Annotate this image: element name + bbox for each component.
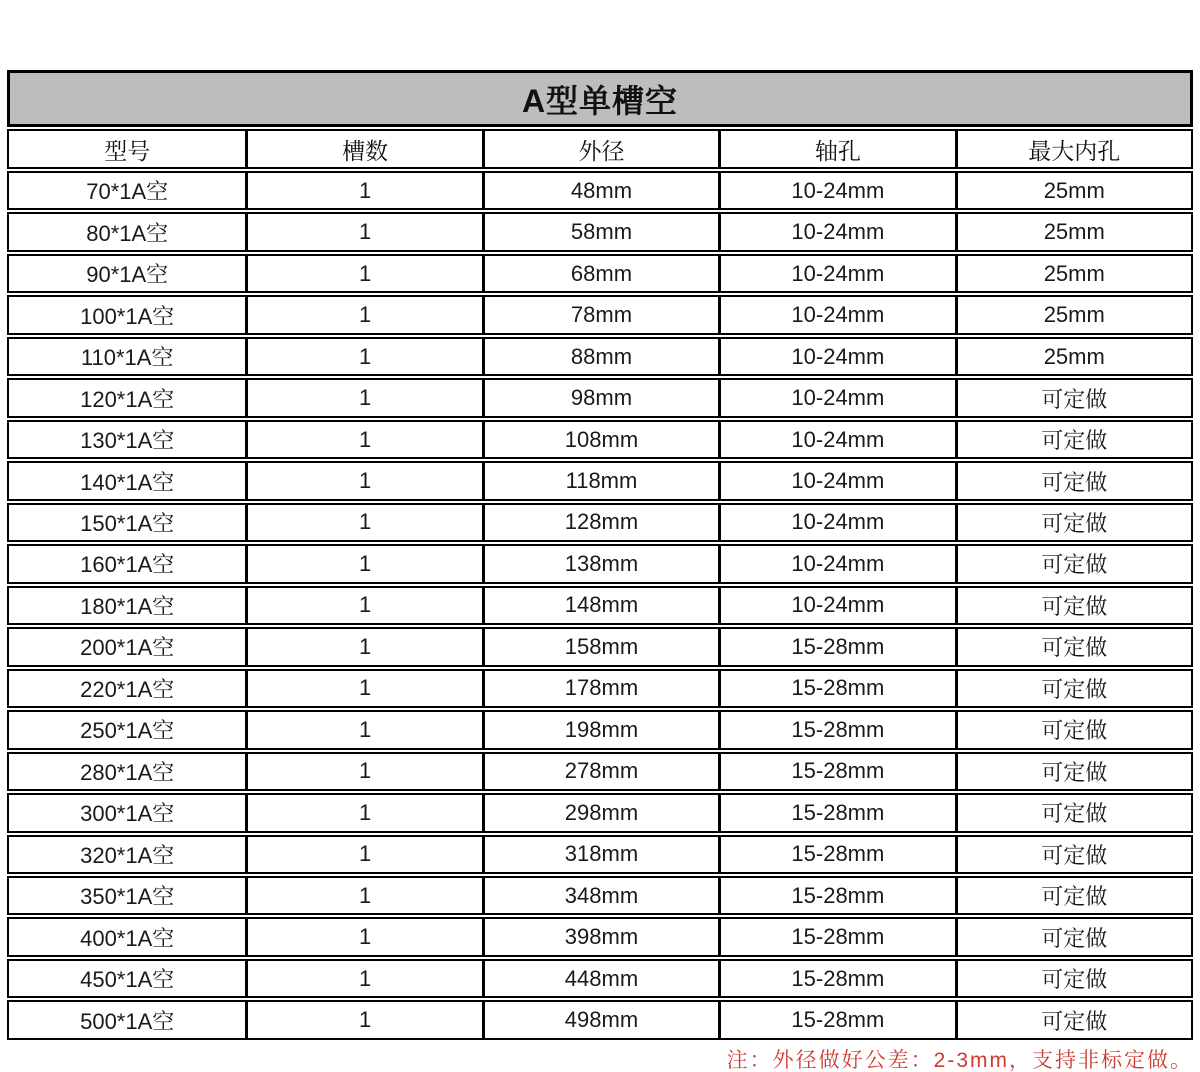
cell-model: 280*1A空 xyxy=(80,759,175,785)
cell-shaft-hole: 10-24mm xyxy=(718,505,954,540)
cell-max-bore: 25mm xyxy=(955,214,1191,249)
cell-slot-count: 1 xyxy=(245,1002,481,1037)
cell-slot-count: 1 xyxy=(245,919,481,954)
table-title-row xyxy=(7,70,1193,127)
cell-max-bore: 可定做 xyxy=(955,380,1191,415)
cell-outer-diameter: 68mm xyxy=(482,256,718,291)
cell-max-bore: 可定做 xyxy=(955,712,1191,747)
cell-shaft-hole: 10-24mm xyxy=(718,173,954,208)
cell-shaft-hole: 10-24mm xyxy=(718,380,954,415)
table-row xyxy=(7,212,1193,251)
table-row xyxy=(7,503,1193,542)
table-row xyxy=(7,461,1193,500)
cell-shaft-hole: 15-28mm xyxy=(718,629,954,664)
cell-slot-count: 1 xyxy=(245,671,481,706)
table-row xyxy=(7,1000,1193,1039)
cell-model: 500*1A空 xyxy=(80,1008,175,1034)
cell-model: 150*1A空 xyxy=(80,510,175,536)
cell-outer-diameter: 318mm xyxy=(482,837,718,872)
cell-slot-count: 1 xyxy=(245,463,481,498)
spec-table xyxy=(7,70,1193,1040)
cell-slot-count: 1 xyxy=(245,629,481,664)
cell-slot-count: 1 xyxy=(245,837,481,872)
cell-outer-diameter: 398mm xyxy=(482,919,718,954)
table-row xyxy=(7,669,1193,708)
cell-outer-diameter: 148mm xyxy=(482,588,718,623)
cell-max-bore: 可定做 xyxy=(955,754,1191,789)
table-row xyxy=(7,295,1193,334)
cell-shaft-hole: 15-28mm xyxy=(718,961,954,996)
cell-model: 70*1A空 xyxy=(86,179,169,205)
table-row xyxy=(7,710,1193,749)
cell-shaft-hole: 15-28mm xyxy=(718,712,954,747)
cell-outer-diameter: 118mm xyxy=(482,463,718,498)
cell-shaft-hole: 10-24mm xyxy=(718,214,954,249)
cell-slot-count: 1 xyxy=(245,173,481,208)
table-row xyxy=(7,959,1193,998)
table-row xyxy=(7,171,1193,210)
cell-slot-count: 1 xyxy=(245,505,481,540)
cell-outer-diameter: 298mm xyxy=(482,795,718,830)
cell-slot-count: 1 xyxy=(245,297,481,332)
cell-outer-diameter: 158mm xyxy=(482,629,718,664)
cell-slot-count: 1 xyxy=(245,422,481,457)
cell-slot-count: 1 xyxy=(245,712,481,747)
cell-outer-diameter: 108mm xyxy=(482,422,718,457)
cell-model: 200*1A空 xyxy=(80,635,175,661)
cell-model: 400*1A空 xyxy=(80,925,175,951)
cell-max-bore: 可定做 xyxy=(955,837,1191,872)
cell-outer-diameter: 448mm xyxy=(482,961,718,996)
column-header-outer-diameter: 外径 xyxy=(482,131,718,167)
cell-slot-count: 1 xyxy=(245,961,481,996)
cell-model: 320*1A空 xyxy=(80,842,175,868)
column-header-model: 型号 xyxy=(104,137,151,164)
cell-max-bore: 可定做 xyxy=(955,878,1191,913)
cell-shaft-hole: 10-24mm xyxy=(718,588,954,623)
table-row xyxy=(7,917,1193,956)
cell-max-bore: 可定做 xyxy=(955,671,1191,706)
cell-shaft-hole: 15-28mm xyxy=(718,754,954,789)
cell-max-bore: 可定做 xyxy=(955,546,1191,581)
cell-shaft-hole: 10-24mm xyxy=(718,339,954,374)
cell-shaft-hole: 10-24mm xyxy=(718,256,954,291)
cell-slot-count: 1 xyxy=(245,339,481,374)
cell-outer-diameter: 498mm xyxy=(482,1002,718,1037)
cell-outer-diameter: 348mm xyxy=(482,878,718,913)
cell-shaft-hole: 15-28mm xyxy=(718,919,954,954)
cell-max-bore: 可定做 xyxy=(955,629,1191,664)
cell-slot-count: 1 xyxy=(245,380,481,415)
table-row xyxy=(7,586,1193,625)
cell-max-bore: 25mm xyxy=(955,339,1191,374)
cell-shaft-hole: 15-28mm xyxy=(718,878,954,913)
cell-model: 250*1A空 xyxy=(80,718,175,744)
table-row xyxy=(7,752,1193,791)
cell-slot-count: 1 xyxy=(245,795,481,830)
cell-max-bore: 可定做 xyxy=(955,919,1191,954)
table-row xyxy=(7,835,1193,874)
cell-outer-diameter: 58mm xyxy=(482,214,718,249)
table-row xyxy=(7,876,1193,915)
cell-model: 100*1A空 xyxy=(80,303,175,329)
cell-max-bore: 可定做 xyxy=(955,463,1191,498)
cell-outer-diameter: 128mm xyxy=(482,505,718,540)
cell-max-bore: 可定做 xyxy=(955,422,1191,457)
cell-outer-diameter: 78mm xyxy=(482,297,718,332)
cell-shaft-hole: 15-28mm xyxy=(718,795,954,830)
cell-max-bore: 可定做 xyxy=(955,505,1191,540)
cell-model: 220*1A空 xyxy=(80,676,175,702)
cell-slot-count: 1 xyxy=(245,256,481,291)
cell-max-bore: 25mm xyxy=(955,297,1191,332)
cell-shaft-hole: 10-24mm xyxy=(718,422,954,457)
cell-outer-diameter: 98mm xyxy=(482,380,718,415)
cell-model: 140*1A空 xyxy=(80,469,175,495)
cell-outer-diameter: 198mm xyxy=(482,712,718,747)
cell-shaft-hole: 10-24mm xyxy=(718,297,954,332)
cell-slot-count: 1 xyxy=(245,546,481,581)
cell-max-bore: 可定做 xyxy=(955,588,1191,623)
cell-max-bore: 25mm xyxy=(955,173,1191,208)
table-row xyxy=(7,544,1193,583)
table-row xyxy=(7,627,1193,666)
table-row xyxy=(7,378,1193,417)
cell-model: 350*1A空 xyxy=(80,884,175,910)
cell-model: 130*1A空 xyxy=(80,428,175,454)
cell-max-bore: 可定做 xyxy=(955,1002,1191,1037)
table-row xyxy=(7,793,1193,832)
table-header-row xyxy=(7,129,1193,169)
cell-model: 90*1A空 xyxy=(86,262,169,288)
cell-slot-count: 1 xyxy=(245,754,481,789)
cell-model: 450*1A空 xyxy=(80,967,175,993)
cell-model: 120*1A空 xyxy=(80,386,175,412)
table-title: A型单槽空 xyxy=(521,82,679,119)
footer-note: 注：外径做好公差：2-3mm，支持非标定做。 xyxy=(726,1049,1193,1072)
cell-model: 180*1A空 xyxy=(80,593,175,619)
cell-outer-diameter: 48mm xyxy=(482,173,718,208)
cell-slot-count: 1 xyxy=(245,214,481,249)
cell-slot-count: 1 xyxy=(245,588,481,623)
cell-outer-diameter: 88mm xyxy=(482,339,718,374)
cell-shaft-hole: 15-28mm xyxy=(718,1002,954,1037)
cell-shaft-hole: 15-28mm xyxy=(718,671,954,706)
cell-slot-count: 1 xyxy=(245,878,481,913)
cell-max-bore: 可定做 xyxy=(955,795,1191,830)
cell-max-bore: 可定做 xyxy=(955,961,1191,996)
column-header-max-bore: 最大内孔 xyxy=(955,131,1191,167)
cell-outer-diameter: 138mm xyxy=(482,546,718,581)
cell-outer-diameter: 278mm xyxy=(482,754,718,789)
table-row xyxy=(7,420,1193,459)
cell-shaft-hole: 15-28mm xyxy=(718,837,954,872)
cell-model: 110*1A空 xyxy=(80,345,174,371)
cell-max-bore: 25mm xyxy=(955,256,1191,291)
cell-shaft-hole: 10-24mm xyxy=(718,463,954,498)
cell-model: 300*1A空 xyxy=(80,801,175,827)
table-row xyxy=(7,337,1193,376)
table-row xyxy=(7,254,1193,293)
cell-model: 160*1A空 xyxy=(80,552,175,578)
column-header-shaft-hole: 轴孔 xyxy=(718,131,954,167)
cell-model: 80*1A空 xyxy=(86,220,169,246)
cell-shaft-hole: 10-24mm xyxy=(718,546,954,581)
cell-outer-diameter: 178mm xyxy=(482,671,718,706)
column-header-slot-count: 槽数 xyxy=(245,131,481,167)
